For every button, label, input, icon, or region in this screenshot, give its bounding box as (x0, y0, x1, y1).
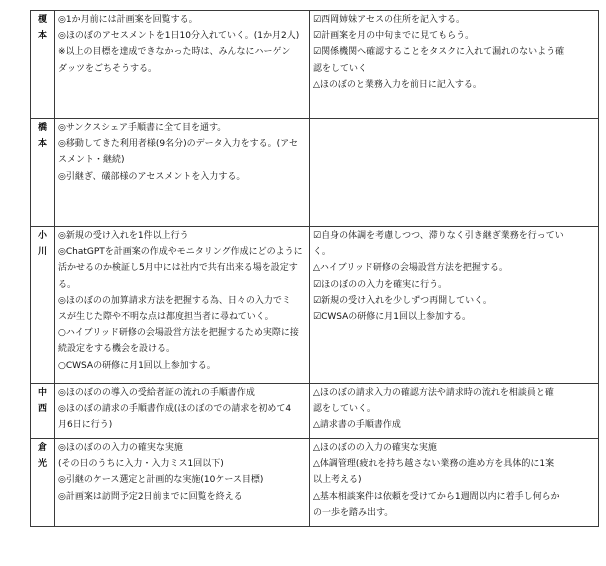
staff-name-nakanishi (31, 384, 55, 439)
review-line: △ハイブリッド研修の会場設営方法を把握する。 (313, 263, 508, 274)
review-line: 以上考える) (313, 475, 362, 486)
goal-line: ◎ほのぼのの導入の受給者証の流れの手順書作成 (58, 388, 255, 398)
review-cell-ogawa (310, 227, 599, 384)
review-line: △ほのぼの請求入力の確認方法や請求時の流れを相談員と確 (313, 388, 554, 398)
name-char: 川 (37, 247, 47, 258)
review-line: ☑ほのぼのの入力を確実に行う。 (313, 279, 448, 290)
review-line: ☑計画案を月の中旬までに見てもらう。 (313, 31, 475, 42)
goal-line: ◎ほのぼのの加算請求方法を把握する為、日々の入力でミ (58, 295, 291, 306)
goal-line: ◎新規の受け入れを1件以上行う (58, 231, 189, 241)
review-line: く。 (313, 247, 331, 258)
review-line: △ほのぼのと業務入力を前日に記入する。 (313, 79, 482, 90)
review-cell-hashimoto (310, 119, 599, 227)
goal-line: ◎ほのぼのの入力の確実な実施 (58, 443, 183, 453)
staff-name-kuramitsu (31, 439, 55, 527)
review-line: △ほのぼのの入力の確実な実施 (313, 443, 437, 453)
name-char: 本 (37, 139, 47, 150)
goal-line: ◎サンクスシェア手順書に全て目を通す。 (58, 123, 227, 133)
review-cell-enomoto (310, 11, 599, 119)
goal-line: ○CWSAの研修に月1回以上参加する。 (58, 360, 216, 371)
name-char: 榎 (37, 15, 47, 25)
review-line: 認をしていく。 (313, 404, 376, 415)
goal-line: ◎引継ぎ、礒部様のアセスメントを入力する。 (58, 171, 246, 182)
goal-line: ◎引継のケース選定と計画的な実施(10ケース目標) (58, 475, 264, 486)
review-line: ☑西岡姉妹アセスの住所を記入する。 (313, 15, 465, 25)
review-line: △体調管理(疲れを持ち越さない業務の進め方を具体的に1案 (313, 459, 555, 470)
goal-line: ◎ほのぼの請求の手順書作成(ほのぼのでの請求を初めて4 (58, 404, 292, 415)
review-cell-nakanishi (310, 384, 599, 439)
staff-name-hashimoto (31, 119, 55, 227)
goal-line: ◎計画案は訪問予定2日前までに回覧を終える (58, 491, 243, 502)
review-line: ☑新規の受け入れを少しずつ再開していく。 (313, 295, 492, 306)
name-char: 西 (37, 404, 47, 415)
staff-name-ogawa (31, 227, 55, 384)
name-char: 橋 (37, 123, 47, 133)
goals-cell-enomoto (55, 11, 310, 119)
goal-line: (その日のうちに入力・入力ミス1回以下) (58, 459, 224, 470)
goals-cell-kuramitsu (55, 439, 310, 527)
table-row-ogawa (31, 227, 599, 384)
goal-line: ダッツをごちそうする。 (58, 63, 158, 74)
goal-line: ◎ChatGPTを計画案の作成やモニタリング作成にどのように (58, 247, 303, 258)
goals-cell-ogawa (55, 227, 310, 384)
goal-line: 活かせるのか検証し5月中には社内で共有出来る場を設定す (58, 263, 298, 274)
goal-review-table (30, 10, 599, 527)
review-line: の一歩を踏み出す。 (313, 507, 394, 518)
goal-line: る。 (58, 279, 77, 290)
review-line: △基本相談案件は依頼を受けてから1週間以内に着手し何らか (313, 491, 560, 502)
name-char: 中 (37, 388, 47, 398)
name-char: 本 (37, 31, 47, 42)
goal-line: ◎ほのぼのアセスメントを1日10分入れていく。(1か月2人) (58, 31, 300, 42)
review-line: ☑関係機関へ確認することをタスクに入れて漏れのないよう確 (313, 47, 565, 58)
review-cell-kuramitsu (310, 439, 599, 527)
name-char: 小 (37, 231, 47, 241)
goal-line: 続設定をする機会を設ける。 (58, 344, 176, 355)
review-line: △請求書の手順書作成 (313, 420, 401, 431)
goal-line: ◎移動してきた利用者様(9名分)のデータ入力をする。(アセ (58, 139, 299, 150)
goal-line: スメント・継続) (58, 155, 125, 166)
goal-line: ◎1か月前には計画案を回覧する。 (58, 15, 198, 25)
goal-line: スが生じた際や不明な点は都度担当者に尋ねていく。 (58, 312, 274, 323)
goal-line: 月6日に行う) (58, 420, 113, 431)
name-char: 倉 (37, 443, 47, 453)
review-line: ☑CWSAの研修に月1回以上参加する。 (313, 312, 472, 323)
table-row-hashimoto (31, 119, 599, 227)
table-row-enomoto (31, 11, 599, 119)
staff-name-enomoto (31, 11, 55, 119)
goal-line: ※以上の目標を達成できなかった時は、みんなにハーゲン (58, 47, 291, 58)
review-line: ☑自身の体調を考慮しつつ、滞りなく引き継ぎ業務を行ってい (313, 231, 564, 241)
name-char: 光 (37, 459, 47, 470)
goals-cell-hashimoto (55, 119, 310, 227)
review-line: 認をしていく (313, 63, 368, 74)
table-row-kuramitsu (31, 439, 599, 527)
goal-line: ○ハイブリッド研修の会場設営方法を把握するため実際に接 (58, 328, 299, 339)
table-row-nakanishi (31, 384, 599, 439)
goals-cell-nakanishi (55, 384, 310, 439)
